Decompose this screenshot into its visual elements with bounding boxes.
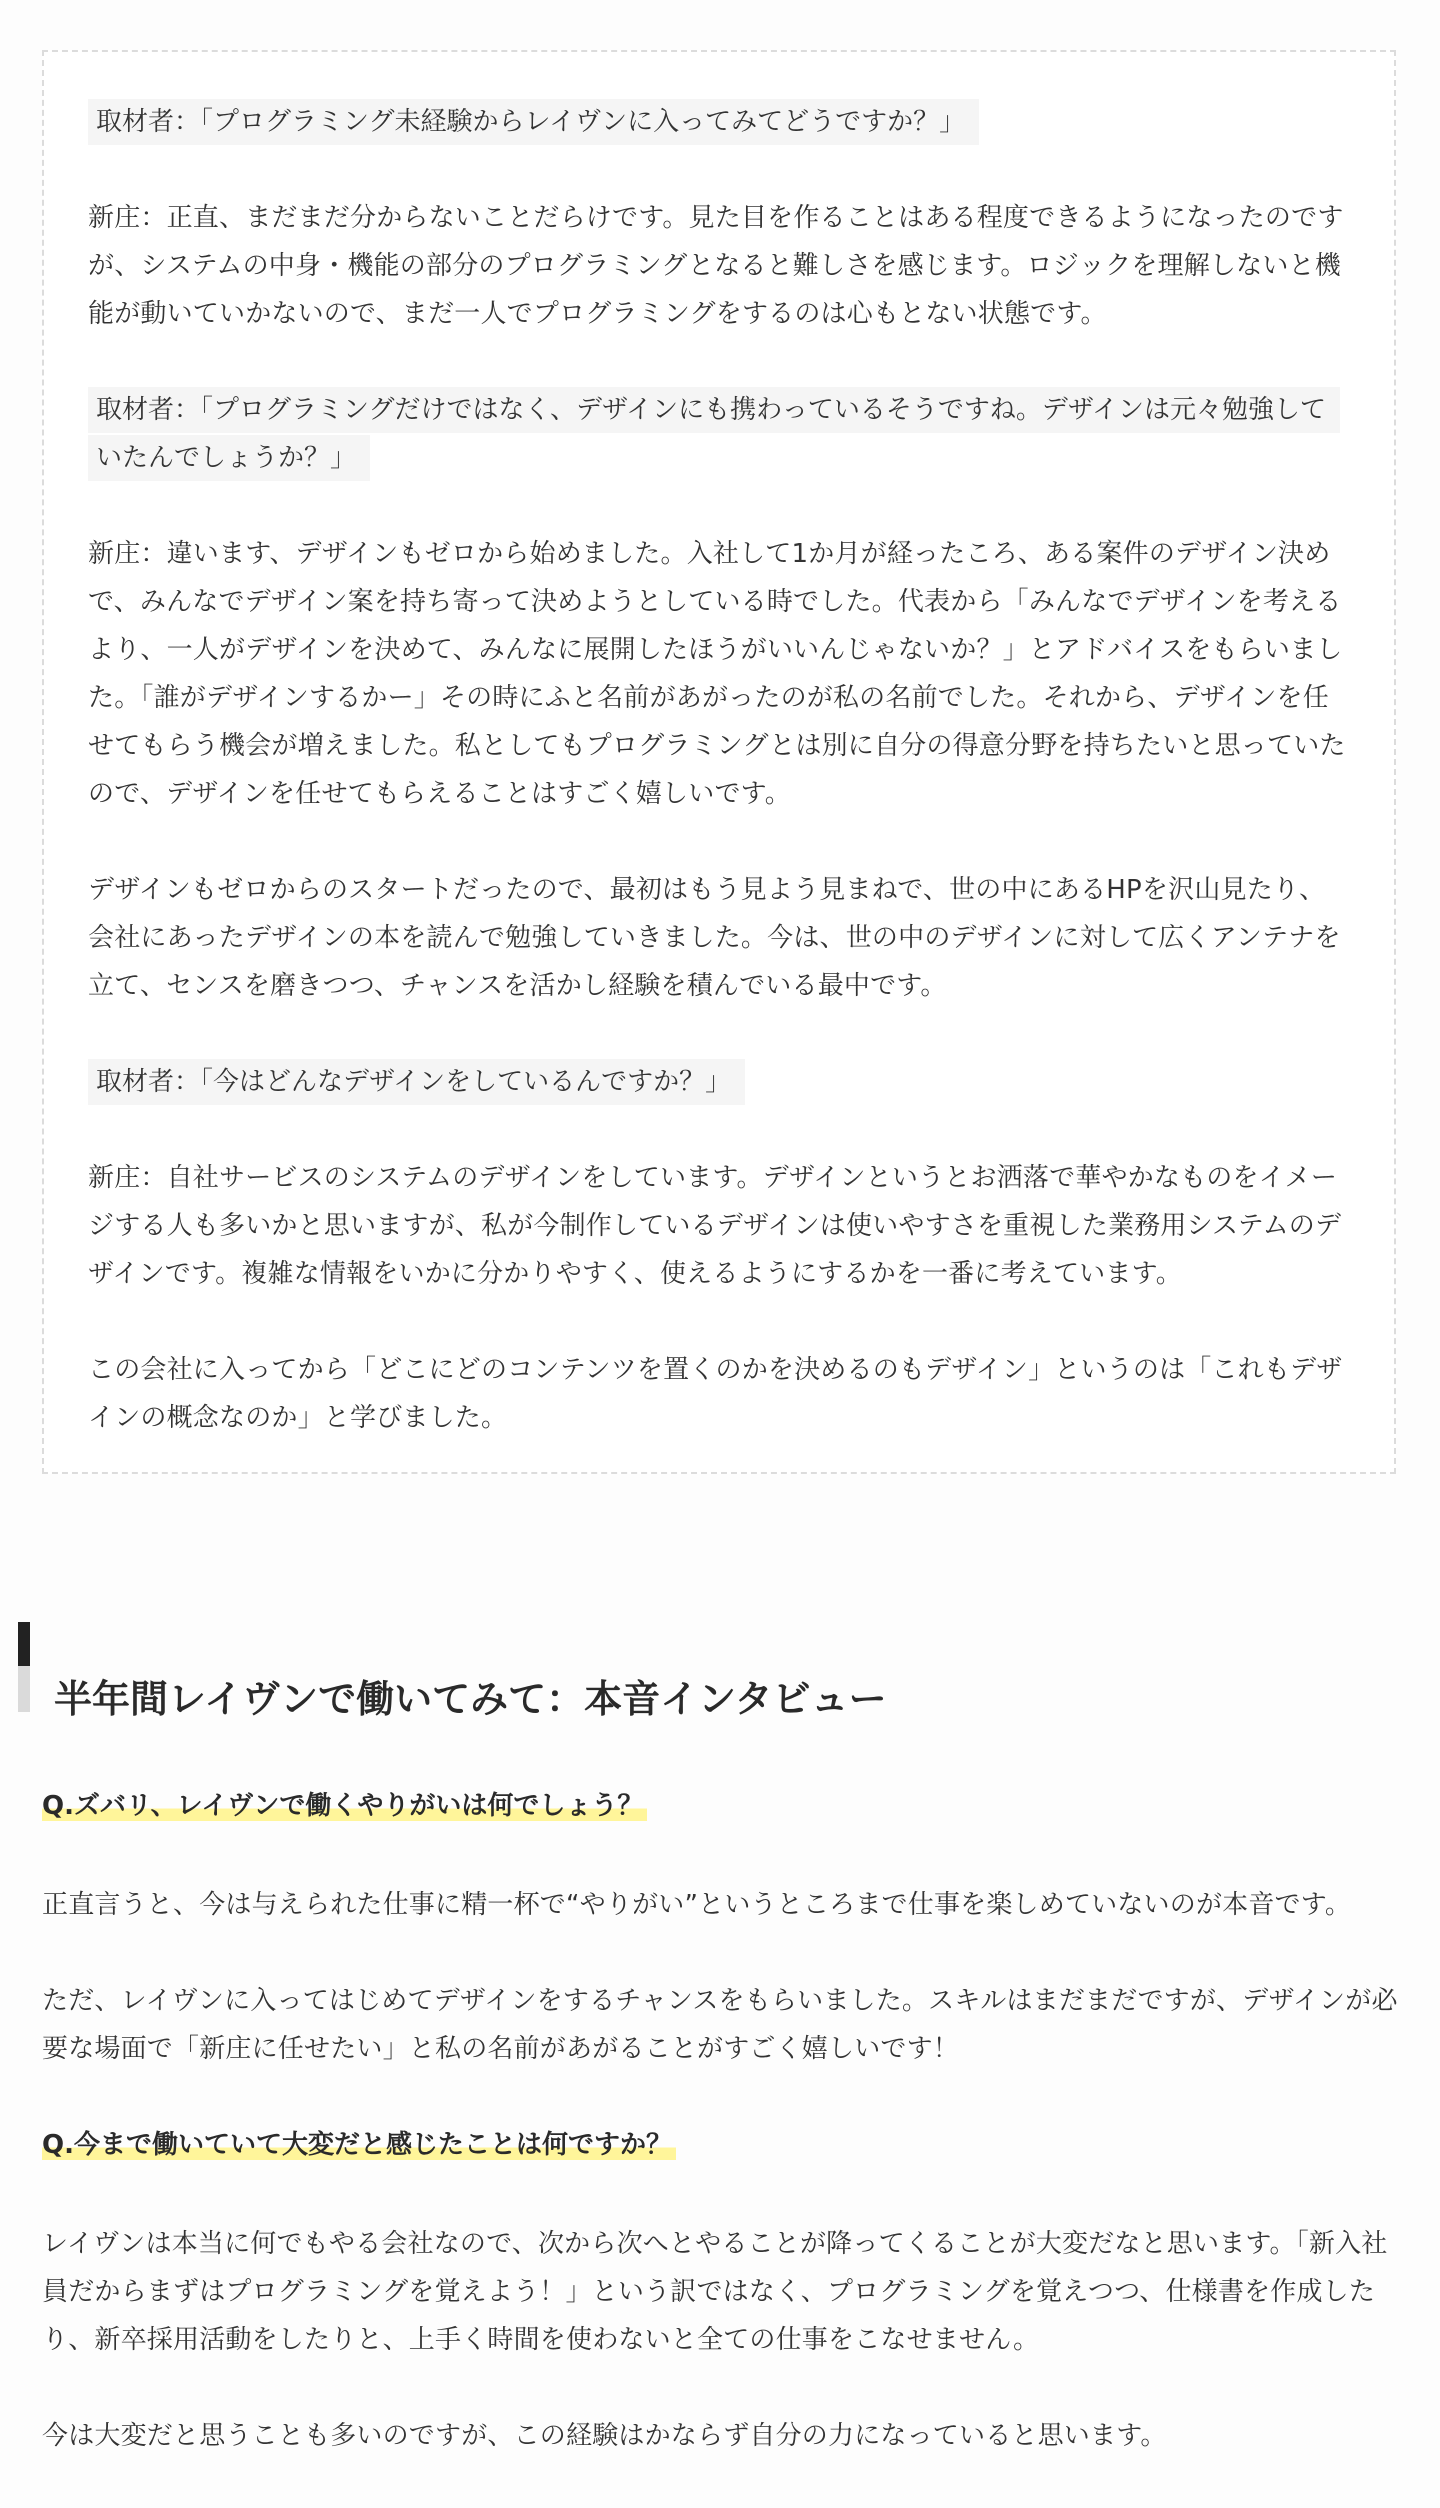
interviewer-question xyxy=(88,98,1350,146)
answer-paragraph: この会社に入ってから「どこにどのコンテンツを置くのかを決めるのもデザイン」というのは「これもデザインの概念なのか」と学びました。 xyxy=(88,1355,1343,1433)
qa-question xyxy=(42,2121,1402,2172)
heading-accent-bar xyxy=(18,1622,30,1712)
answer-paragraph: 新庄：違います、デザインもゼロから始めました。入社して1か月が経ったころ、ある案件のデザイン決めで、みんなでデザイン案を持ち寄って決めようとしている時でした。代表から「みんなでデザインを考えるより、一人がデザインを決めて、みんなに展開したほうがいいんじゃないか？」とアドバイスをもらいました。「誰がデザインするかー」その時にふと名前があがったのが私の名前でした。それから、デザインを任せてもらう機会が増えました。私としてもプログラミングとは別に自分の得意分野を持ちたいと思っていたので、デザインを任せてもらえることはすごく嬉しいです。 xyxy=(88,539,1346,809)
question-text: 取材者：「今はどんなデザインをしているんですか？」 xyxy=(88,1059,745,1105)
question-text: 取材者：「プログラミングだけではなく、デザインにも携わっているそうですね。デザインは元々勉強していたんでしょうか？」 xyxy=(88,387,1340,481)
answer-paragraph: 新庄：自社サービスのシステムのデザインをしています。デザインというとお洒落で華やかなものをイメージする人も多いかと思いますが、私が今制作しているデザインは使いやすさを重視した業務用システムのデザインです。複雑な情報をいかに分かりやすく、使えるようにするかを一番に考えています。 xyxy=(88,1163,1342,1289)
section-heading xyxy=(18,1622,1398,1721)
highlighted-question: Q.ズバリ、レイヴンで働くやりがいは何でしょう？ xyxy=(42,1791,647,1821)
highlighted-question: Q.今まで働いていて大変だと感じたことは何ですか？ xyxy=(42,2130,676,2160)
interviewer-question xyxy=(88,386,1350,482)
interview-box xyxy=(42,50,1396,1474)
section-title: 半年間レイヴンで働いてみて：本音インタビュー xyxy=(54,1676,887,1721)
interviewer-question xyxy=(88,1058,1350,1106)
answer-paragraph: 新庄：正直、まだまだ分からないことだらけです。見た目を作ることはある程度できるようになったのですが、システムの中身・機能の部分のプログラミングとなると難しさを感じます。ロジックを理解しないと機能が動いていかないので、まだ一人でプログラミングをするのは心もとない状態です。 xyxy=(88,203,1344,329)
qa-section xyxy=(42,1782,1402,2508)
qa-answer: レイヴンは本当に何でもやる会社なので、次から次へとやることが降ってくることが大変だなと思います。「新入社員だからまずはプログラミングを覚えよう！」という訳ではなく、プログラミングを覚えつつ、仕様書を作成したり、新卒採用活動をしたりと、上手く時間を使わないと全ての仕事をこなせません。 xyxy=(42,2229,1388,2355)
qa-answer: 今は大変だと思うことも多いのですが、この経験はかならず自分の力になっていると思います。 xyxy=(42,2421,1167,2451)
qa-answer: 正直言うと、今は与えられた仕事に精一杯で“やりがい”というところまで仕事を楽しめていないのが本音です。 xyxy=(42,1890,1352,1920)
qa-question xyxy=(42,1782,1402,1833)
qa-answer: ただ、レイヴンに入ってはじめてデザインをするチャンスをもらいました。スキルはまだまだですが、デザインが必要な場面で「新庄に任せたい」と私の名前があがることがすごく嬉しいです！ xyxy=(42,1986,1398,2064)
question-text: 取材者：「プログラミング未経験からレイヴンに入ってみてどうですか？」 xyxy=(88,99,979,145)
answer-paragraph: デザインもゼロからのスタートだったので、最初はもう見よう見まねで、世の中にあるHPを沢山見たり、会社にあったデザインの本を読んで勉強していきました。今は、世の中のデザインに対して広くアンテナを立て、センスを磨きつつ、チャンスを活かし経験を積んでいる最中です。 xyxy=(88,875,1341,1001)
